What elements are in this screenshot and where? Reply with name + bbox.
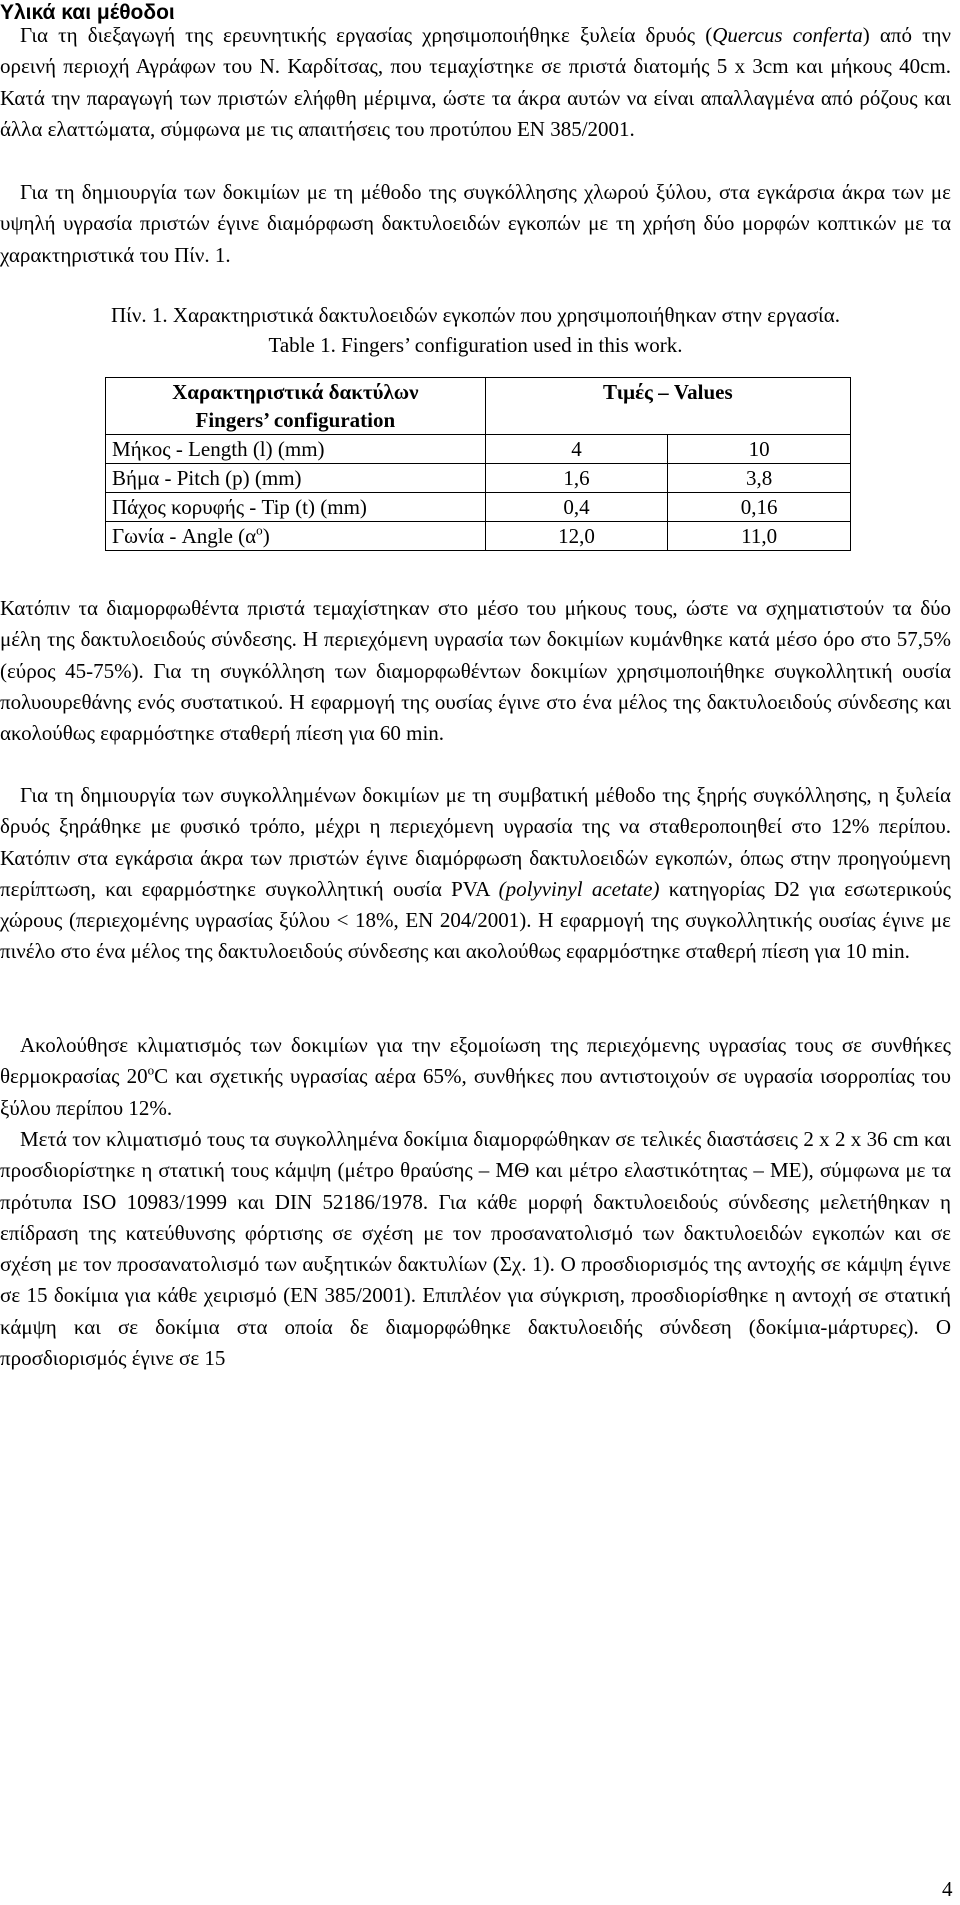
- cell-value: 3,8: [668, 464, 851, 493]
- table-row: [106, 493, 851, 522]
- table-row: [106, 464, 851, 493]
- page-number: 4: [942, 1877, 953, 1901]
- species-name: Quercus conferta: [712, 23, 863, 47]
- cell-value: 10: [668, 435, 851, 464]
- table-row: [106, 435, 851, 464]
- row-label: Πάχος κορυφής - Tip (t) (mm): [106, 493, 486, 522]
- table-caption-english: Table 1. Fingers’ configuration used in this work.: [268, 333, 683, 357]
- row-label-text: ): [262, 524, 270, 548]
- cell-value: 0,4: [485, 493, 668, 522]
- cell-value: 4: [485, 435, 668, 464]
- degree-superscript: o: [147, 1062, 155, 1078]
- paragraph-text: Ακολούθησε κλιματισμός των δοκιμίων για την εξομοίωση της περιεχόμενης υγρασίας τους σε συνθήκες θερμοκρασίας 20: [0, 1033, 951, 1089]
- fingers-configuration-table: [105, 377, 851, 551]
- row-label-text: Γωνία - Angle (α: [112, 524, 257, 548]
- paragraph-conditioning: [0, 1030, 951, 1124]
- paragraph-text: Για τη διεξαγωγή της ερευνητικής εργασίας χρησιμοποιήθηκε ξυλεία δρυός (: [20, 23, 713, 47]
- cell-value: 12,0: [485, 522, 668, 551]
- cell-value: 1,6: [485, 464, 668, 493]
- header-text: Χαρακτηριστικά δακτύλων: [172, 380, 419, 404]
- paragraph-text: κατηγορίας D2 για εσωτερικούς χώρους (περιεχομένης υγρασίας ξύλου < 18%, EN 204/2001). Η εφαρμογή της συγκολλητικής ουσίας έγινε με πινέλο στο ένα μέλος της δακτυλοειδούς σύνδεσης και ακολούθως εφαρμόστηκε σταθερή πίεση για 10 min.: [0, 876, 951, 964]
- section-heading: Υλικά και μέθοδοι: [0, 1, 175, 24]
- table-caption: [0, 300, 951, 360]
- paragraph-materials: [0, 20, 951, 145]
- header-text: Fingers’ configuration: [195, 408, 396, 432]
- table-header-row: [106, 378, 851, 435]
- paragraph-text: Για τη δημιουργία των συγκολλημένων δοκιμίων με τη συμβατική μέθοδο της ξηρής συγκόλλησης, η ξυλεία δρυός ξηράθηκε με φυσικό τρόπο, μέχρι η περιεχόμενη υγρασία της να σταθεροποιηθεί στο 12% περίπου. Κατόπιν στα εγκάρσια άκρα των πριστών έγινε διαμόρφωση δακτυλοειδών εγκοπών, όπως στην προηγούμενη περίπτωση, και εφαρμόστηκε συγκολλητική ουσία PVA: [0, 783, 951, 901]
- paragraph-text: ) από την ορεινή περιοχή Αγράφων του Ν. Καρδίτσας, που τεμαχίστηκε σε πριστά διατομής 5 x 3cm και μήκους 40cm. Κατά την παραγωγή των πριστών ελήφθη μέριμνα, ώστε τα άκρα αυτών να είναι απαλλαγμένα από ρόζους και άλλα ελαττώματα, σύμφωνα με τις απαιτήσεις του προτύπου ΕΝ 385/2001.: [0, 23, 951, 141]
- row-label: Μήκος - Length (l) (mm): [106, 435, 486, 464]
- degree-superscript: o: [256, 522, 263, 538]
- row-label: Βήμα - Pitch (p) (mm): [106, 464, 486, 493]
- row-label: [106, 522, 486, 551]
- paragraph-testing: Μετά τον κλιματισμό τους τα συγκολλημένα δοκίμια διαμορφώθηκαν σε τελικές διαστάσεις 2 x 2 x 36 cm και προσδιορίστηκε η στατική τους κάμψη (μέτρο θραύσης – ΜΘ και μέτρο ελαστικότητας – ΜΕ), σύμφωνα με τα πρότυπα ISO 10983/1999 και DIN 52186/1978. Για κάθε μορφή δακτυλοειδούς σύνδεσης μελετήθηκαν η επίδραση της κατεύθυνσης φόρτισης σε σχέση με τον προσανατολισμό των δακτυλοειδών εγκοπών και σε σχέση με τον προσανατολισμό των αυξητικών δακτυλίων (Σχ. 1). Ο προσδιορισμός της αντοχής σε κάμψη έγινε σε 15 δοκίμια για κάθε χειρισμό (EN 385/2001). Επιπλέον για σύγκριση, προσδιορίσθηκε η αντοχή σε στατική κάμψη και σε δοκίμια στα οποία δε διαμορφώθηκε δακτυλοειδής σύνδεση (δοκίμια-μάρτυρες). Ο προσδιορισμός έγινε σε 15: [0, 1127, 951, 1371]
- table-row: [106, 522, 851, 551]
- adhesive-name: (polyvinyl acetate): [498, 876, 660, 901]
- table-header-characteristics: [106, 378, 486, 435]
- table-header-values: Τιμές – Values: [485, 378, 850, 435]
- paragraph-green-gluing: Για τη δημιουργία των δοκιμίων με τη μέθοδο της συγκόλλησης χλωρού ξύλου, στα εγκάρσια άκρα των με υψηλή υγρασία πριστών έγινε διαμόρφωση δακτυλοειδών εγκοπών με τη χρήση δύο μορφών κοπτικών με τα χαρακτηριστικά του Πίν. 1.: [0, 180, 951, 267]
- cell-value: 0,16: [668, 493, 851, 522]
- paragraph-text: C και σχετικής υγρασίας αέρα 65%, συνθήκες που αντιστοιχούν σε υγρασία ισορροπίας του ξύλου περίπου 12%.: [0, 1064, 952, 1120]
- paragraph-cutting: Κατόπιν τα διαμορφωθέντα πριστά τεμαχίστηκαν στο μέσο του μήκους τους, ώστε να σχηματιστούν τα δύο μέλη της δακτυλοειδούς σύνδεσης. Η περιεχόμενη υγρασία των δοκιμίων κυμάνθηκε κατά μέσο όρο στο 57,5% (εύρος 45-75%). Για τη συγκόλληση των διαμορφωθέντων δοκιμίων χρησιμοποιήθηκε συγκολλητική ουσία πολυουρεθάνης ενός συστατικού. Η εφαρμογή της ουσίας έγινε στο ένα μέλος της δακτυλοειδούς σύνδεσης και ακολούθως εφαρμόστηκε σταθερή πίεση για 60 min.: [0, 596, 951, 746]
- paragraph-dry-gluing: [0, 780, 951, 968]
- cell-value: 11,0: [668, 522, 851, 551]
- table-caption-greek: Πίν. 1. Χαρακτηριστικά δακτυλοειδών εγκοπών που χρησιμοποιήθηκαν στην εργασία.: [111, 303, 840, 327]
